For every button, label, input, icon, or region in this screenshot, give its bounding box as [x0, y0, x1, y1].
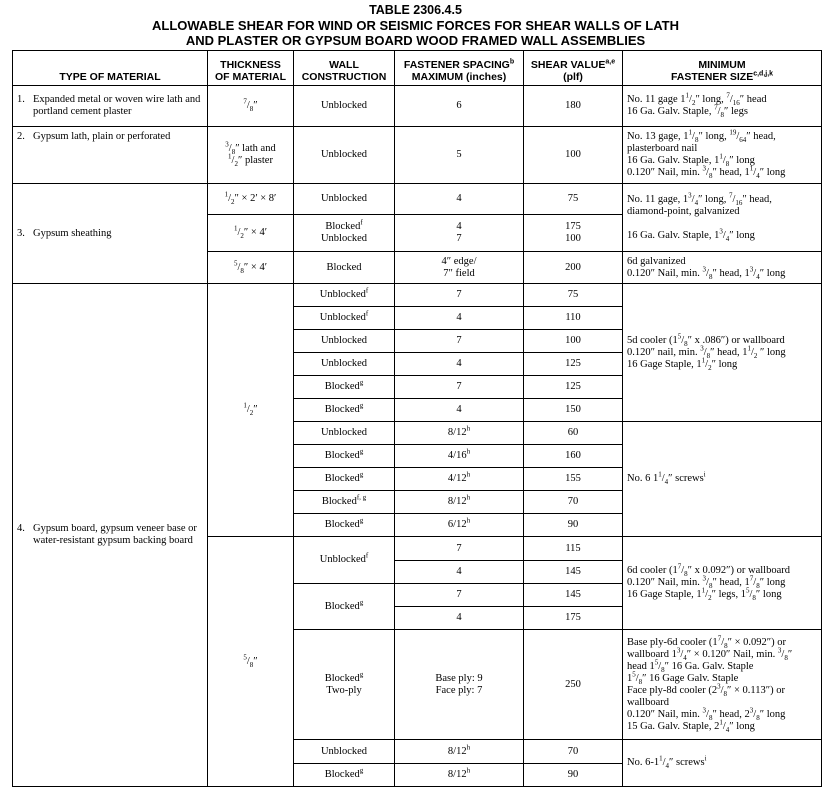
- construction-cell: Blocked$^g$: [294, 445, 395, 468]
- header-fastener: MINIMUM FASTENER SIZE$^{c,d,j,k}$: [623, 51, 822, 86]
- shear-cell: 155: [524, 468, 623, 491]
- spacing-cell: 4/12$^h$: [395, 468, 524, 491]
- fastener-cell: 5d cooler ($1^5/_8''$ x .086″) or wallboard 0.120″ nail, min. $^3/_8''$ head, $1^1/_2$ ″ long 16 Gage Staple, $1^1/_2''$ long: [623, 284, 822, 422]
- construction-cell: Blocked$^g$: [294, 584, 395, 630]
- construction-cell: Blocked$^g$: [294, 376, 395, 399]
- shear-cell: 75: [524, 284, 623, 307]
- spacing-cell: 6: [395, 86, 524, 127]
- construction-cell: Blocked: [294, 252, 395, 284]
- shear-cell: 110: [524, 307, 623, 330]
- table-caption: [0, 3, 831, 48]
- shear-cell: 125: [524, 353, 623, 376]
- header-thickness: THICKNESS OF MATERIAL: [208, 51, 294, 86]
- shear-cell: 125: [524, 376, 623, 399]
- construction-cell: Unblocked: [294, 127, 395, 184]
- construction-cell: Unblocked: [294, 184, 395, 215]
- construction-cell: Unblocked: [294, 422, 395, 445]
- shear-cell: 175 100: [524, 215, 623, 252]
- construction-cell: Unblocked: [294, 740, 395, 764]
- construction-cell: Blocked$^g$: [294, 514, 395, 537]
- thickness-cell: $^3/_8''$ lath and $^1/_2''$ plaster: [208, 127, 294, 184]
- spacing-cell: 4: [395, 607, 524, 630]
- thickness-cell: $^5/_8''$: [208, 537, 294, 787]
- spacing-cell: 8/12$^h$: [395, 764, 524, 787]
- material-4: 4. Gypsum board, gypsum veneer base or water-resistant gypsum backing board: [13, 284, 208, 787]
- fastener-cell: No. 13 gage, $1^1/_8''$ long, $^{19}/_{64}''$ head, plasterboard nail 16 Ga. Galv. Staple, $1^1/_8''$ long 0.120″ Nail, min. $^3/_8''$ head, $1^1/_4''$ long: [623, 127, 822, 184]
- construction-cell: Unblocked: [294, 330, 395, 353]
- fastener-cell: No. 11 gage, $1^3/_4''$ long, $^7/_{16}''$ head, diamond-point, galvanized 16 Ga. Galv. Staple, $1^3/_4''$ long: [623, 184, 822, 252]
- shear-cell: 90: [524, 514, 623, 537]
- shear-cell: 70: [524, 491, 623, 514]
- construction-cell: Blocked$^g$: [294, 468, 395, 491]
- thickness-cell: $^1/_2''$: [208, 284, 294, 537]
- spacing-cell: Base ply: 9 Face ply: 7: [395, 630, 524, 740]
- shear-cell: 150: [524, 399, 623, 422]
- fastener-cell: No. 11 gage $1^1/_2''$ long, $^7/_{16}''$ head 16 Ga. Galv. Staple, $^7/_8''$ legs: [623, 86, 822, 127]
- construction-cell: Unblocked$^f$: [294, 284, 395, 307]
- material-2: 2. Gypsum lath, plain or perforated: [13, 127, 208, 184]
- spacing-cell: 6/12$^h$: [395, 514, 524, 537]
- table-number: TABLE 2306.4.5: [369, 3, 462, 17]
- construction-cell: Unblocked: [294, 86, 395, 127]
- fastener-cell: No. $6-1^1/_4''$ screws$^i$: [623, 740, 822, 787]
- shear-cell: 100: [524, 127, 623, 184]
- table-row: [13, 184, 822, 215]
- shear-cell: 90: [524, 764, 623, 787]
- spacing-cell: 4: [395, 399, 524, 422]
- thickness-cell: $^7/_8''$: [208, 86, 294, 127]
- shear-cell: 115: [524, 537, 623, 561]
- shear-cell: 145: [524, 584, 623, 607]
- spacing-cell: 4: [395, 307, 524, 330]
- spacing-cell: 7: [395, 584, 524, 607]
- construction-cell: Unblocked: [294, 353, 395, 376]
- shear-cell: 200: [524, 252, 623, 284]
- construction-cell: Blocked$^{f, g}$: [294, 491, 395, 514]
- spacing-cell: 7: [395, 284, 524, 307]
- table-title-line-1: ALLOWABLE SHEAR FOR WIND OR SEISMIC FORCES FOR SHEAR WALLS OF LATH: [152, 18, 679, 33]
- spacing-cell: 4/16$^h$: [395, 445, 524, 468]
- construction-cell: Blocked$^f$ Unblocked: [294, 215, 395, 252]
- thickness-cell: $^5/_8'' \times 4'$: [208, 252, 294, 284]
- shear-cell: 145: [524, 561, 623, 584]
- header-spacing: FASTENER SPACING$^b$ MAXIMUM (inches): [395, 51, 524, 86]
- shear-wall-table: [12, 50, 822, 787]
- thickness-cell: $^1/_2'' \times 2' \times 8'$: [208, 184, 294, 215]
- header-type: TYPE OF MATERIAL: [13, 51, 208, 86]
- shear-cell: 175: [524, 607, 623, 630]
- thickness-cell: $^1/_2'' \times 4'$: [208, 215, 294, 252]
- spacing-cell: 4 7: [395, 215, 524, 252]
- spacing-cell: 7: [395, 376, 524, 399]
- fastener-cell: 6d galvanized 0.120″ Nail, min. $^3/_8''$ head, $1^3/_4''$ long: [623, 252, 822, 284]
- header-row: [13, 51, 822, 86]
- construction-cell: Blocked$^g$: [294, 764, 395, 787]
- header-construction: WALL CONSTRUCTION: [294, 51, 395, 86]
- construction-cell: Unblocked$^f$: [294, 307, 395, 330]
- spacing-cell: 7: [395, 330, 524, 353]
- spacing-cell: 8/12$^h$: [395, 422, 524, 445]
- spacing-cell: 8/12$^h$: [395, 740, 524, 764]
- fastener-cell: 6d cooler ($1^7/_8''$ x 0.092″) or wallboard 0.120″ Nail, min. $^3/_8''$ head, $1^7/_8''$ long 16 Gage Staple, $1^1/_2''$ legs, $1^5/_8''$ long: [623, 537, 822, 630]
- fastener-cell: No. 6 $1^1/_4''$ screws$^i$: [623, 422, 822, 537]
- spacing-cell: 4: [395, 561, 524, 584]
- table-row: [13, 86, 822, 127]
- spacing-cell: 7: [395, 537, 524, 561]
- construction-cell: Blocked$^g$: [294, 399, 395, 422]
- table-title-line-2: AND PLASTER OR GYPSUM BOARD WOOD FRAMED WALL ASSEMBLIES: [185, 33, 646, 48]
- spacing-cell: 4″ edge/ 7″ field: [395, 252, 524, 284]
- shear-cell: 60: [524, 422, 623, 445]
- construction-cell: Unblocked$^f$: [294, 537, 395, 584]
- shear-cell: 160: [524, 445, 623, 468]
- material-3: 3. Gypsum sheathing: [13, 184, 208, 284]
- shear-cell: 100: [524, 330, 623, 353]
- shear-cell: 70: [524, 740, 623, 764]
- header-shear: SHEAR VALUE$^{a,e}$ (plf): [524, 51, 623, 86]
- spacing-cell: 4: [395, 184, 524, 215]
- construction-cell: Blocked$^g$ Two-ply: [294, 630, 395, 740]
- table-row: [13, 284, 822, 307]
- material-1: 1. Expanded metal or woven wire lath and portland cement plaster: [13, 86, 208, 127]
- spacing-cell: 4: [395, 353, 524, 376]
- shear-cell: 180: [524, 86, 623, 127]
- table-row: [13, 127, 822, 184]
- shear-cell: 75: [524, 184, 623, 215]
- spacing-cell: 8/12$^h$: [395, 491, 524, 514]
- fastener-cell: Base ply-6d cooler $(1^7/_8'' \times 0.092'')$ or wallboard $1^3/_4'' \times 0.120''$ Nail, min. $^3/_8''$ head $1^5/_8''$ 16 Ga. Galv. Staple $1^5/_8''$ 16 Gage Galv. Staple Face ply-8d cooler $(2^3/_8'' \times 0.113'')$ or wallboard 0.120″ Nail, min. $^3/_8''$ head, $2^3/_8''$ long 15 Ga. Galv. Staple, $2^1/_4''$ long: [623, 630, 822, 740]
- spacing-cell: 5: [395, 127, 524, 184]
- shear-cell: 250: [524, 630, 623, 740]
